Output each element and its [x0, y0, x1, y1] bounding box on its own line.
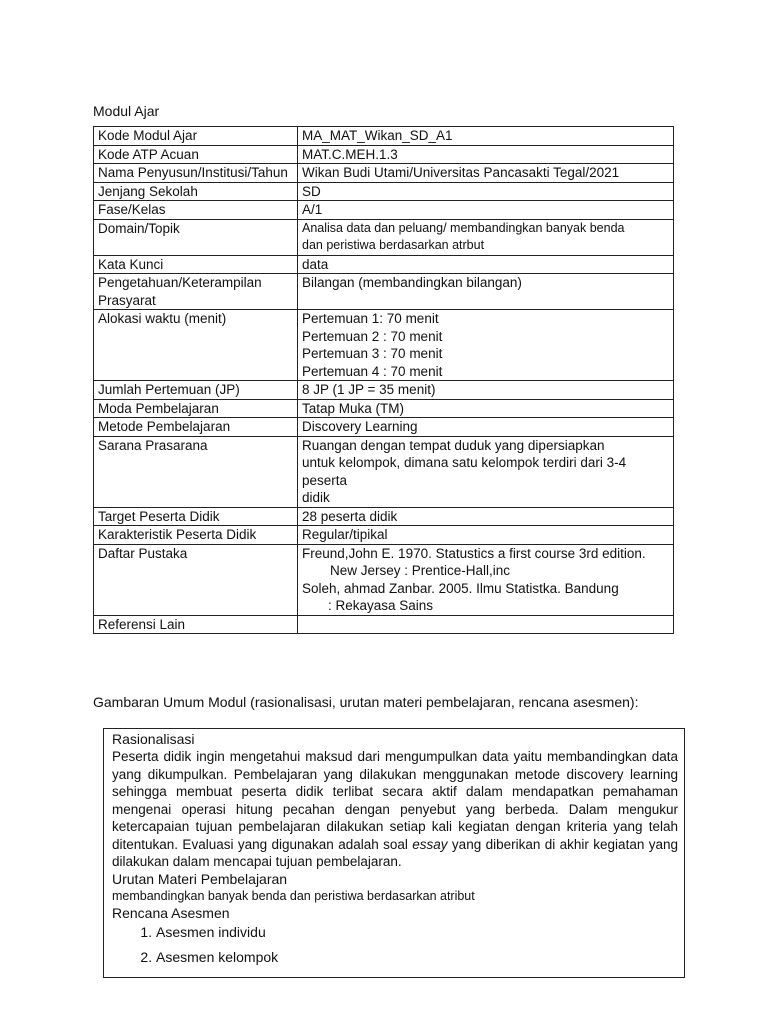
rasionalisasi-text: Peserta didik ingin mengetahui maksud dari mengumpulkan data yaitu membandingkan data yang dikumpulkan. Pembelajaran yang dilakukan menggunakan metode discovery learning sehingga membuat peserta didik terlibat secara aktif dalam mendapatkan pemahaman mengenai operasi hitung pecahan dengan penyebut yang berbeda. Dalam mengukur ketercapaian tujuan pembelajaran dilakukan setiap kali kegiatan dengan kriteria yang telah ditentukan. Evaluasi yang digunakan adalah soal essay yang diberikan di akhir kegiatan yang dilakukan dalam mencapai tujuan pembelajaran.: [112, 749, 678, 869]
urutan-heading: Urutan Materi Pembelajaran: [112, 870, 288, 887]
list-item: 2. Asesmen kelompok: [156, 949, 678, 966]
urutan-text: membandingkan banyak benda dan peristiwa berdasarkan atribut: [112, 888, 475, 903]
row-value: A/1: [298, 201, 674, 220]
row-value: [298, 615, 674, 634]
table-row: [94, 399, 674, 418]
row-label: Jumlah Pertemuan (JP): [94, 381, 298, 400]
asesmen-heading: Rencana Asesmen: [112, 904, 230, 921]
table-row: [94, 615, 674, 634]
row-label: Fase/Kelas: [94, 201, 298, 220]
row-value: MA_MAT_Wikan_SD_A1: [298, 127, 674, 146]
table-row: [94, 127, 674, 146]
table-row: [94, 255, 674, 274]
table-row: [94, 544, 674, 615]
row-label: Karakteristik Peserta Didik: [94, 526, 298, 545]
row-value: Regular/tipikal: [298, 526, 674, 545]
row-label: Referensi Lain: [94, 615, 298, 634]
row-value: Bilangan (membandingkan bilangan): [298, 274, 674, 310]
row-label: Nama Penyusun/Institusi/Tahun: [94, 164, 298, 183]
row-value: 28 peserta didik: [298, 507, 674, 526]
row-value: SD: [298, 182, 674, 201]
table-row: [94, 507, 674, 526]
row-label: Jenjang Sekolah: [94, 182, 298, 201]
row-label: Kata Kunci: [94, 255, 298, 274]
row-label: Pengetahuan/Keterampilan Prasyarat: [94, 274, 298, 310]
table-row: [94, 182, 674, 201]
row-value: Pertemuan 1: 70 menit Pertemuan 2 : 70 menit Pertemuan 3 : 70 menit Pertemuan 4 : 70 menit: [298, 310, 674, 381]
list-item: 1. Asesmen individu: [156, 924, 678, 941]
table-row: [94, 436, 674, 507]
row-value: MAT.C.MEH.1.3: [298, 145, 674, 164]
row-label: Kode ATP Acuan: [94, 145, 298, 164]
row-label: Kode Modul Ajar: [94, 127, 298, 146]
row-label: Alokasi waktu (menit): [94, 310, 298, 381]
row-label: Moda Pembelajaran: [94, 399, 298, 418]
row-label: Domain/Topik: [94, 219, 298, 255]
row-value: Analisa data dan peluang/ membandingkan banyak benda dan peristiwa berdasarkan atrbut: [298, 219, 674, 255]
table-row: [94, 526, 674, 545]
row-value: Wikan Budi Utami/Universitas Pancasakti Tegal/2021: [298, 164, 674, 183]
row-label: Target Peserta Didik: [94, 507, 298, 526]
table-row: [94, 381, 674, 400]
table-row: [94, 201, 674, 220]
asesmen-list: [112, 924, 678, 966]
table-row: [94, 310, 674, 381]
table-row: [94, 274, 674, 310]
module-info-table: [93, 126, 674, 634]
overview-title: Gambaran Umum Modul (rasionalisasi, urutan materi pembelajaran, rencana asesmen):: [93, 694, 639, 710]
row-value: Ruangan dengan tempat duduk yang dipersiapkan untuk kelompok, dimana satu kelompok terdiri dari 3-4 peserta didik: [298, 436, 674, 507]
row-value: Freund,John E. 1970. Statustics a first course 3rd edition. New Jersey : Prentice-Hall,inc Soleh, ahmad Zanbar. 2005. Ilmu Statistka. Bandung : Rekayasa Sains: [298, 544, 674, 615]
row-value: 8 JP (1 JP = 35 menit): [298, 381, 674, 400]
row-value: Discovery Learning: [298, 418, 674, 437]
overview-box: [103, 728, 685, 978]
table-row: [94, 418, 674, 437]
rasionalisasi-heading: Rasionalisasi: [112, 731, 195, 747]
table-row: [94, 219, 674, 255]
row-value: Tatap Muka (TM): [298, 399, 674, 418]
row-label: Daftar Pustaka: [94, 544, 298, 615]
row-label: Metode Pembelajaran: [94, 418, 298, 437]
row-value: data: [298, 255, 674, 274]
document-title: Modul Ajar: [93, 103, 160, 119]
row-label: Sarana Prasarana: [94, 436, 298, 507]
table-row: [94, 164, 674, 183]
table-row: [94, 145, 674, 164]
